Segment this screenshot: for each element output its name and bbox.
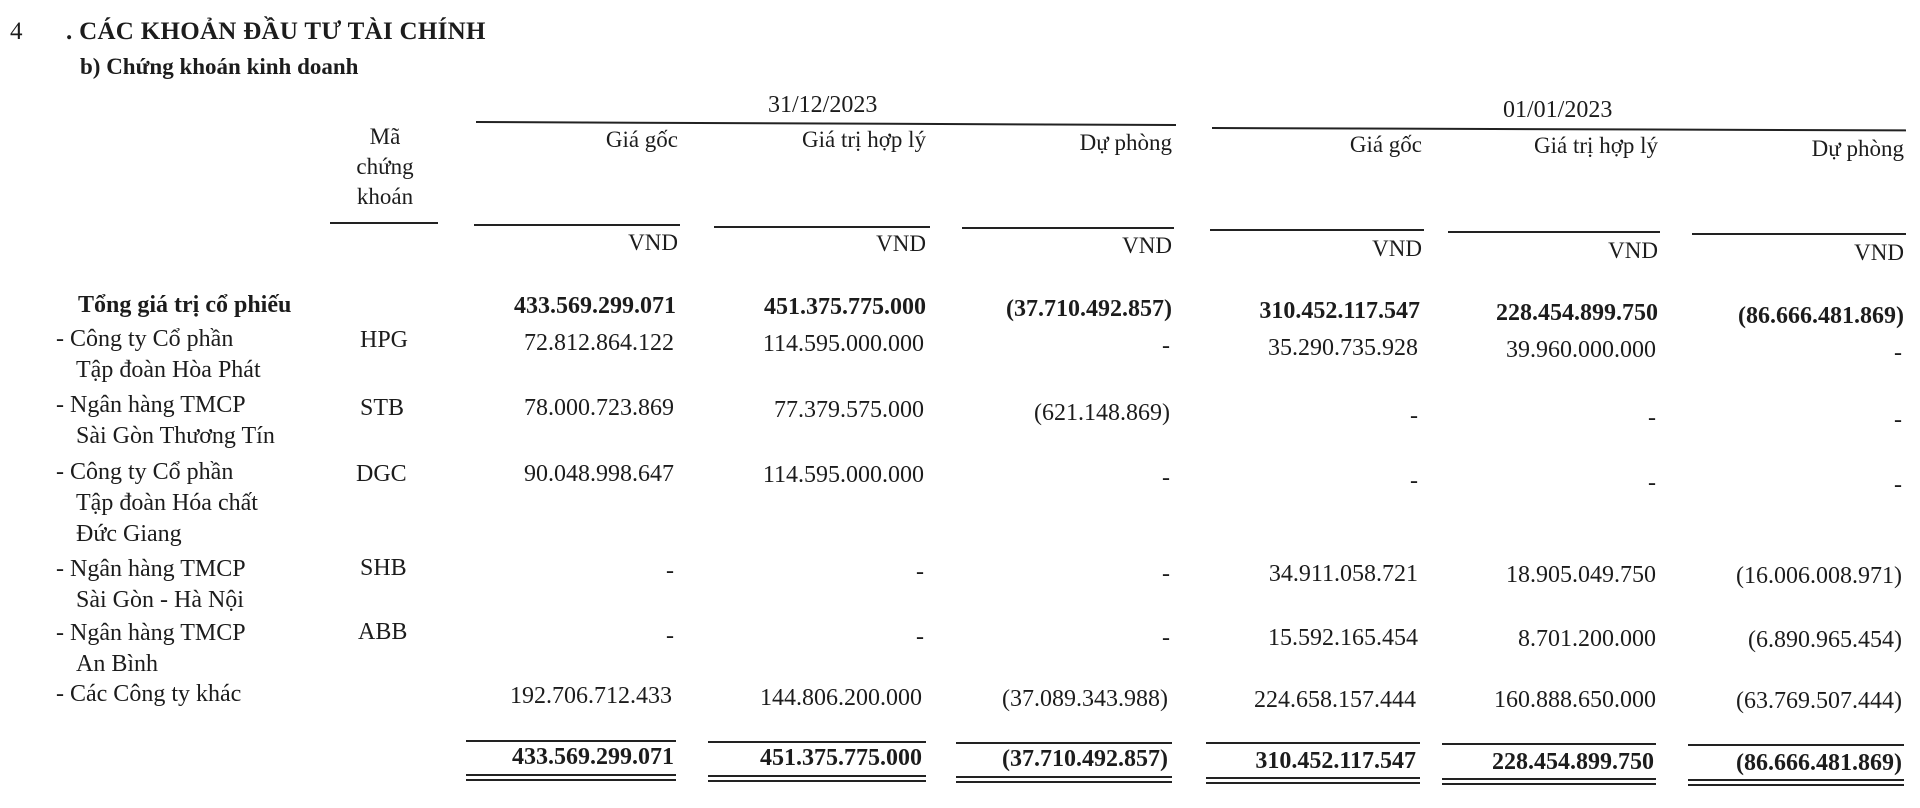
total-provision-2023-end: (37.710.492.857): [1006, 296, 1172, 322]
subtotal-rule: [956, 742, 1172, 744]
table-cell: 224.658.157.444: [1254, 687, 1416, 713]
grand-total-cell: 451.375.775.000: [760, 745, 922, 771]
column-header-provision-2023-end: Dự phòng: [1079, 130, 1172, 155]
total-row-label: Tổng giá trị cổ phiếu: [78, 292, 292, 318]
table-row-label: [56, 554, 246, 616]
column-header-provision-2023-start: Dự phòng: [1811, 136, 1904, 161]
total-fair-value-2023-start: 228.454.899.750: [1496, 300, 1658, 326]
table-row-label: [56, 390, 275, 452]
section-title: . CÁC KHOẢN ĐẦU TƯ TÀI CHÍNH: [66, 18, 486, 45]
table-cell: 78.000.723.869: [524, 395, 674, 421]
subtotal-rule: [1688, 744, 1904, 746]
table-cell: 77.379.575.000: [774, 397, 924, 423]
row-label-line: Đức Giang: [76, 521, 182, 547]
table-cell: 192.706.712.433: [510, 683, 672, 709]
table-cell: -: [1894, 472, 1902, 498]
period-header-2023-start: 01/01/2023: [1503, 97, 1613, 123]
double-underline: [1442, 778, 1656, 785]
double-underline: [956, 776, 1172, 783]
unit-label: VND: [1608, 238, 1658, 263]
total-cost-2023-end: 433.569.299.071: [514, 293, 676, 319]
unit-label: VND: [1854, 240, 1904, 265]
row-label-line: Sài Gòn Thương Tín: [76, 423, 275, 449]
table-cell: -: [916, 624, 924, 650]
double-underline: [1206, 777, 1420, 784]
table-cell: (16.006.008.971): [1736, 563, 1902, 589]
table-cell: -: [666, 558, 674, 584]
row-label-line: - Ngân hàng TMCP: [56, 556, 246, 582]
table-cell: -: [1648, 405, 1656, 431]
table-row-label: [56, 679, 241, 710]
table-cell: 90.048.998.647: [524, 461, 674, 487]
table-cell: 160.888.650.000: [1494, 687, 1656, 713]
header-rule: [474, 224, 680, 226]
table-cell: -: [916, 559, 924, 585]
table-row-label: [56, 324, 261, 386]
security-code: SHB: [360, 555, 407, 581]
table-cell: 18.905.049.750: [1506, 562, 1656, 588]
subtotal-rule: [708, 741, 926, 743]
unit-label: VND: [628, 230, 678, 255]
section-number: 4: [10, 18, 23, 45]
column-header-fair-value-2023-start: Giá trị hợp lý: [1534, 133, 1658, 158]
table-row-label: [56, 457, 258, 550]
row-label-line: Tập đoàn Hóa chất: [76, 490, 258, 516]
total-cost-2023-start: 310.452.117.547: [1259, 298, 1420, 324]
code-column-header: [340, 122, 430, 212]
table-cell: -: [1162, 561, 1170, 587]
header-rule: [714, 226, 930, 228]
column-header-fair-value-2023-end: Giá trị hợp lý: [802, 127, 926, 152]
table-cell: (37.089.343.988): [1002, 686, 1168, 712]
code-header-line: Mã: [369, 124, 401, 149]
grand-total-cell: 310.452.117.547: [1255, 748, 1416, 774]
header-rule: [962, 227, 1174, 229]
unit-label: VND: [876, 231, 926, 256]
column-header-cost-2023-start: Giá gốc: [1349, 132, 1422, 157]
double-underline: [1688, 779, 1904, 786]
table-cell: -: [1162, 333, 1170, 359]
header-rule: [1210, 229, 1424, 231]
total-fair-value-2023-end: 451.375.775.000: [764, 294, 926, 320]
grand-total-cell: 433.569.299.071: [512, 744, 674, 770]
row-label-line: Sài Gòn - Hà Nội: [76, 587, 244, 613]
table-cell: -: [1894, 340, 1902, 366]
table-cell: 114.595.000.000: [762, 331, 924, 357]
grand-total-cell: (37.710.492.857): [1002, 746, 1168, 772]
period-header-2023-end: 31/12/2023: [768, 92, 878, 118]
security-code: DGC: [356, 461, 407, 487]
table-cell: (63.769.507.444): [1736, 688, 1902, 714]
row-label-line: Tập đoàn Hòa Phát: [76, 357, 261, 383]
table-cell: -: [666, 623, 674, 649]
security-code: ABB: [358, 619, 408, 645]
header-rule: [1448, 231, 1660, 233]
total-provision-2023-start: (86.666.481.869): [1738, 303, 1904, 329]
table-cell: -: [1162, 465, 1170, 491]
table-cell: 72.812.864.122: [524, 330, 674, 356]
security-code: HPG: [360, 327, 409, 353]
table-cell: -: [1162, 625, 1170, 651]
table-cell: -: [1894, 407, 1902, 433]
code-header-line: chứng: [356, 154, 414, 179]
code-header-rule: [330, 222, 438, 224]
row-label-line: - Công ty Cổ phần: [56, 326, 234, 352]
subtotal-rule: [1206, 742, 1420, 744]
row-label-line: - Ngân hàng TMCP: [56, 620, 246, 646]
row-label-line: - Ngân hàng TMCP: [56, 392, 246, 418]
row-label-line: - Công ty Cổ phần: [56, 459, 234, 485]
table-cell: (6.890.965.454): [1748, 627, 1902, 653]
table-cell: 8.701.200.000: [1518, 626, 1656, 652]
grand-total-cell: (86.666.481.869): [1736, 750, 1902, 776]
table-cell: -: [1648, 470, 1656, 496]
double-underline: [466, 774, 676, 781]
table-cell: 114.595.000.000: [762, 462, 924, 488]
period-1-rule: [476, 121, 1176, 126]
grand-total-cell: 228.454.899.750: [1492, 749, 1654, 775]
table-cell: 15.592.165.454: [1268, 625, 1418, 651]
subtotal-rule: [1442, 743, 1656, 745]
security-code: STB: [360, 395, 405, 421]
unit-label: VND: [1122, 233, 1172, 258]
table-cell: (621.148.869): [1034, 400, 1170, 426]
table-cell: 144.806.200.000: [760, 685, 922, 711]
subtotal-rule: [466, 740, 676, 742]
header-rule: [1692, 233, 1906, 235]
code-header-line: khoán: [356, 184, 414, 209]
column-header-cost-2023-end: Giá gốc: [605, 127, 678, 152]
table-cell: -: [1410, 403, 1418, 429]
row-label-line: - Các Công ty khác: [56, 681, 242, 707]
row-label-line: An Bình: [76, 651, 159, 677]
table-cell: 35.290.735.928: [1268, 335, 1418, 361]
subsection-title: b) Chứng khoán kinh doanh: [80, 54, 359, 79]
double-underline: [708, 775, 926, 782]
table-cell: 39.960.000.000: [1506, 337, 1656, 363]
table-cell: 34.911.058.721: [1268, 561, 1418, 587]
table-cell: -: [1410, 468, 1418, 494]
unit-label: VND: [1372, 236, 1422, 261]
period-2-rule: [1212, 127, 1906, 131]
table-row-label: [56, 618, 246, 680]
